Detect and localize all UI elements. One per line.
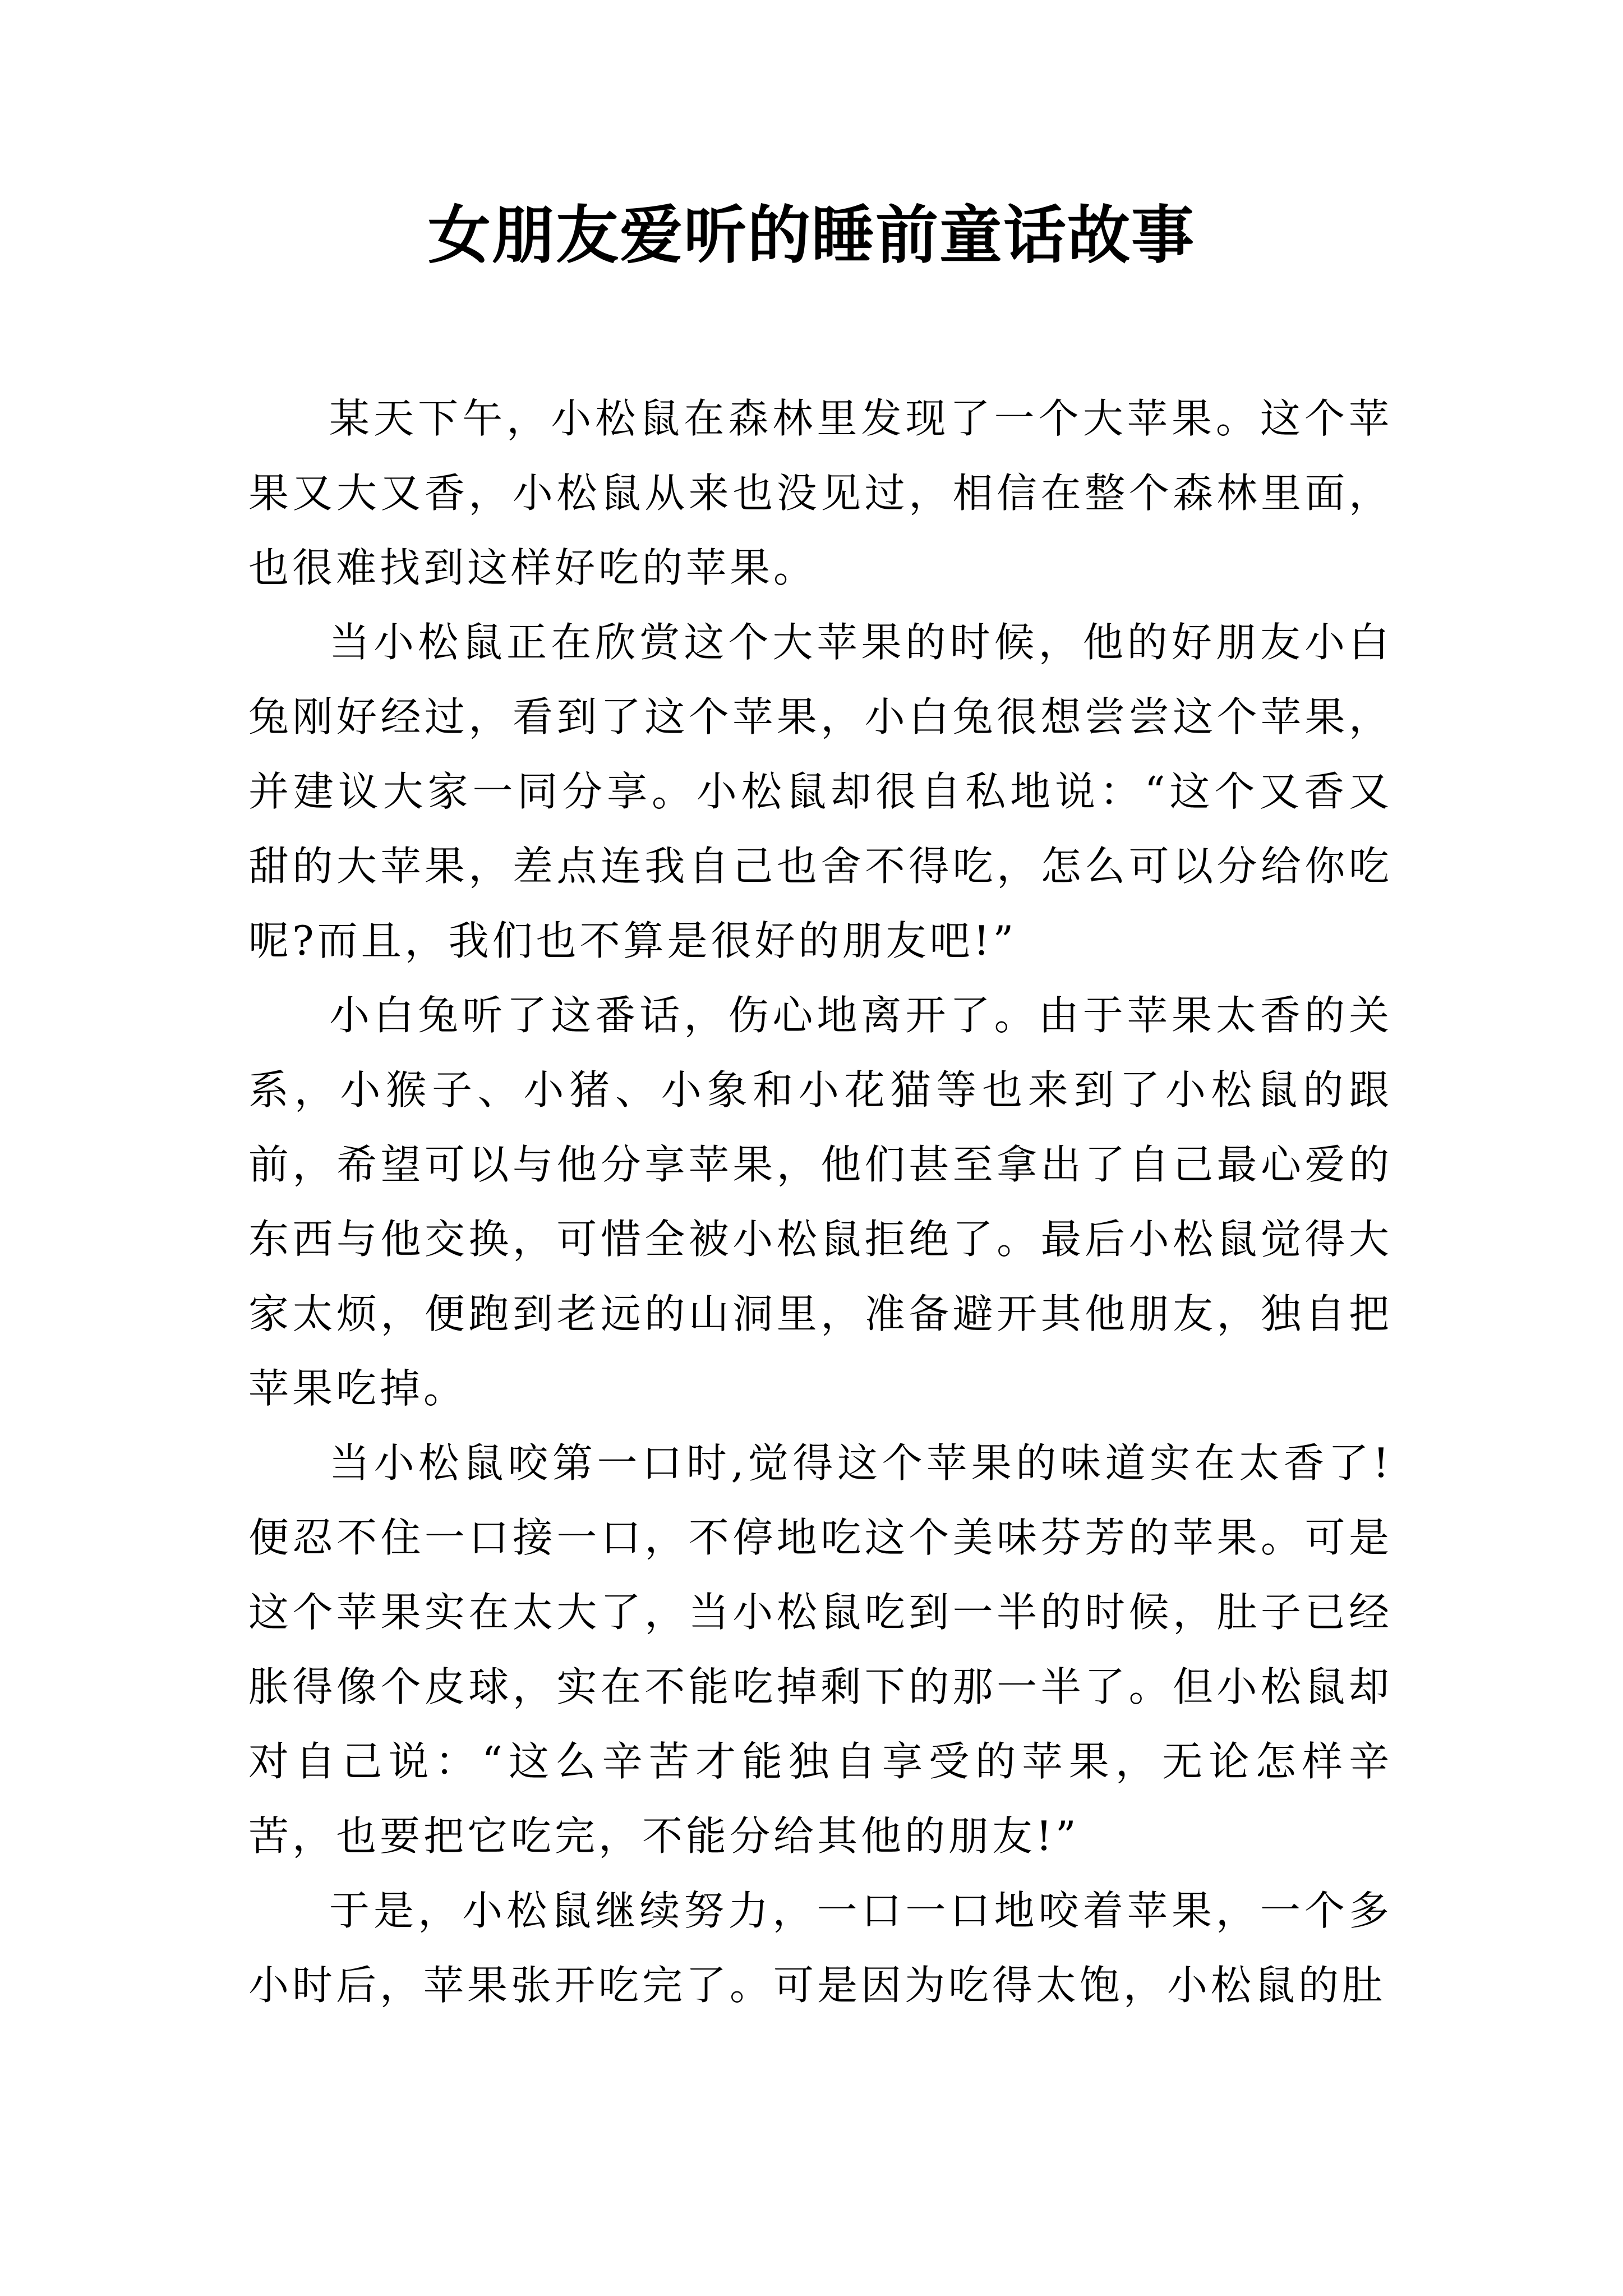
paragraph-3: 小白兔听了这番话，伤心地离开了。由于苹果太香的关系，小猴子、小猪、小象和小花猫等也来到了小松鼠的跟前，希望可以与他分享苹果，他们甚至拿出了自己最心爱的东西与他交换，可惜全被小松鼠拒绝了。最后小松鼠觉得大家太烦，便跑到老远的山洞里，准备避开其他朋友，独自把苹果吃掉。 (248, 992, 1393, 1412)
document-body (248, 381, 1393, 2023)
paragraph-2: 当小松鼠正在欣赏这个大苹果的时候，他的好朋友小白兔刚好经过，看到了这个苹果，小白兔很想尝尝这个苹果，并建议大家一同分享。小松鼠却很自私地说：“这个又香又甜的大苹果，差点连我自己也舍不得吃，怎么可以分给你吃呢?而且，我们也不算是很好的朋友吧!” (248, 619, 1393, 964)
paragraph-1: 某天下午，小松鼠在森林里发现了一个大苹果。这个苹果又大又香，小松鼠从来也没见过，相信在整个森林里面，也很难找到这样好吃的苹果。 (248, 395, 1393, 591)
paragraph-4: 当小松鼠咬第一口时,觉得这个苹果的味道实在太香了!便忍不住一口接一口，不停地吃这个美味芬芳的苹果。可是这个苹果实在太大了，当小松鼠吃到一半的时候，肚子已经胀得像个皮球，实在不能吃掉剩下的那一半了。但小松鼠却对自己说：“这么辛苦才能独自享受的苹果，无论怎样辛苦，也要把它吃完，不能分给其他的朋友!” (248, 1439, 1393, 1860)
document-title: 女朋友爱听的睡前童话故事 (428, 199, 1195, 272)
paragraph-5: 于是，小松鼠继续努力，一口一口地咬着苹果，一个多小时后，苹果张开吃完了。可是因为吃得太饱，小松鼠的肚 (248, 1887, 1393, 2009)
